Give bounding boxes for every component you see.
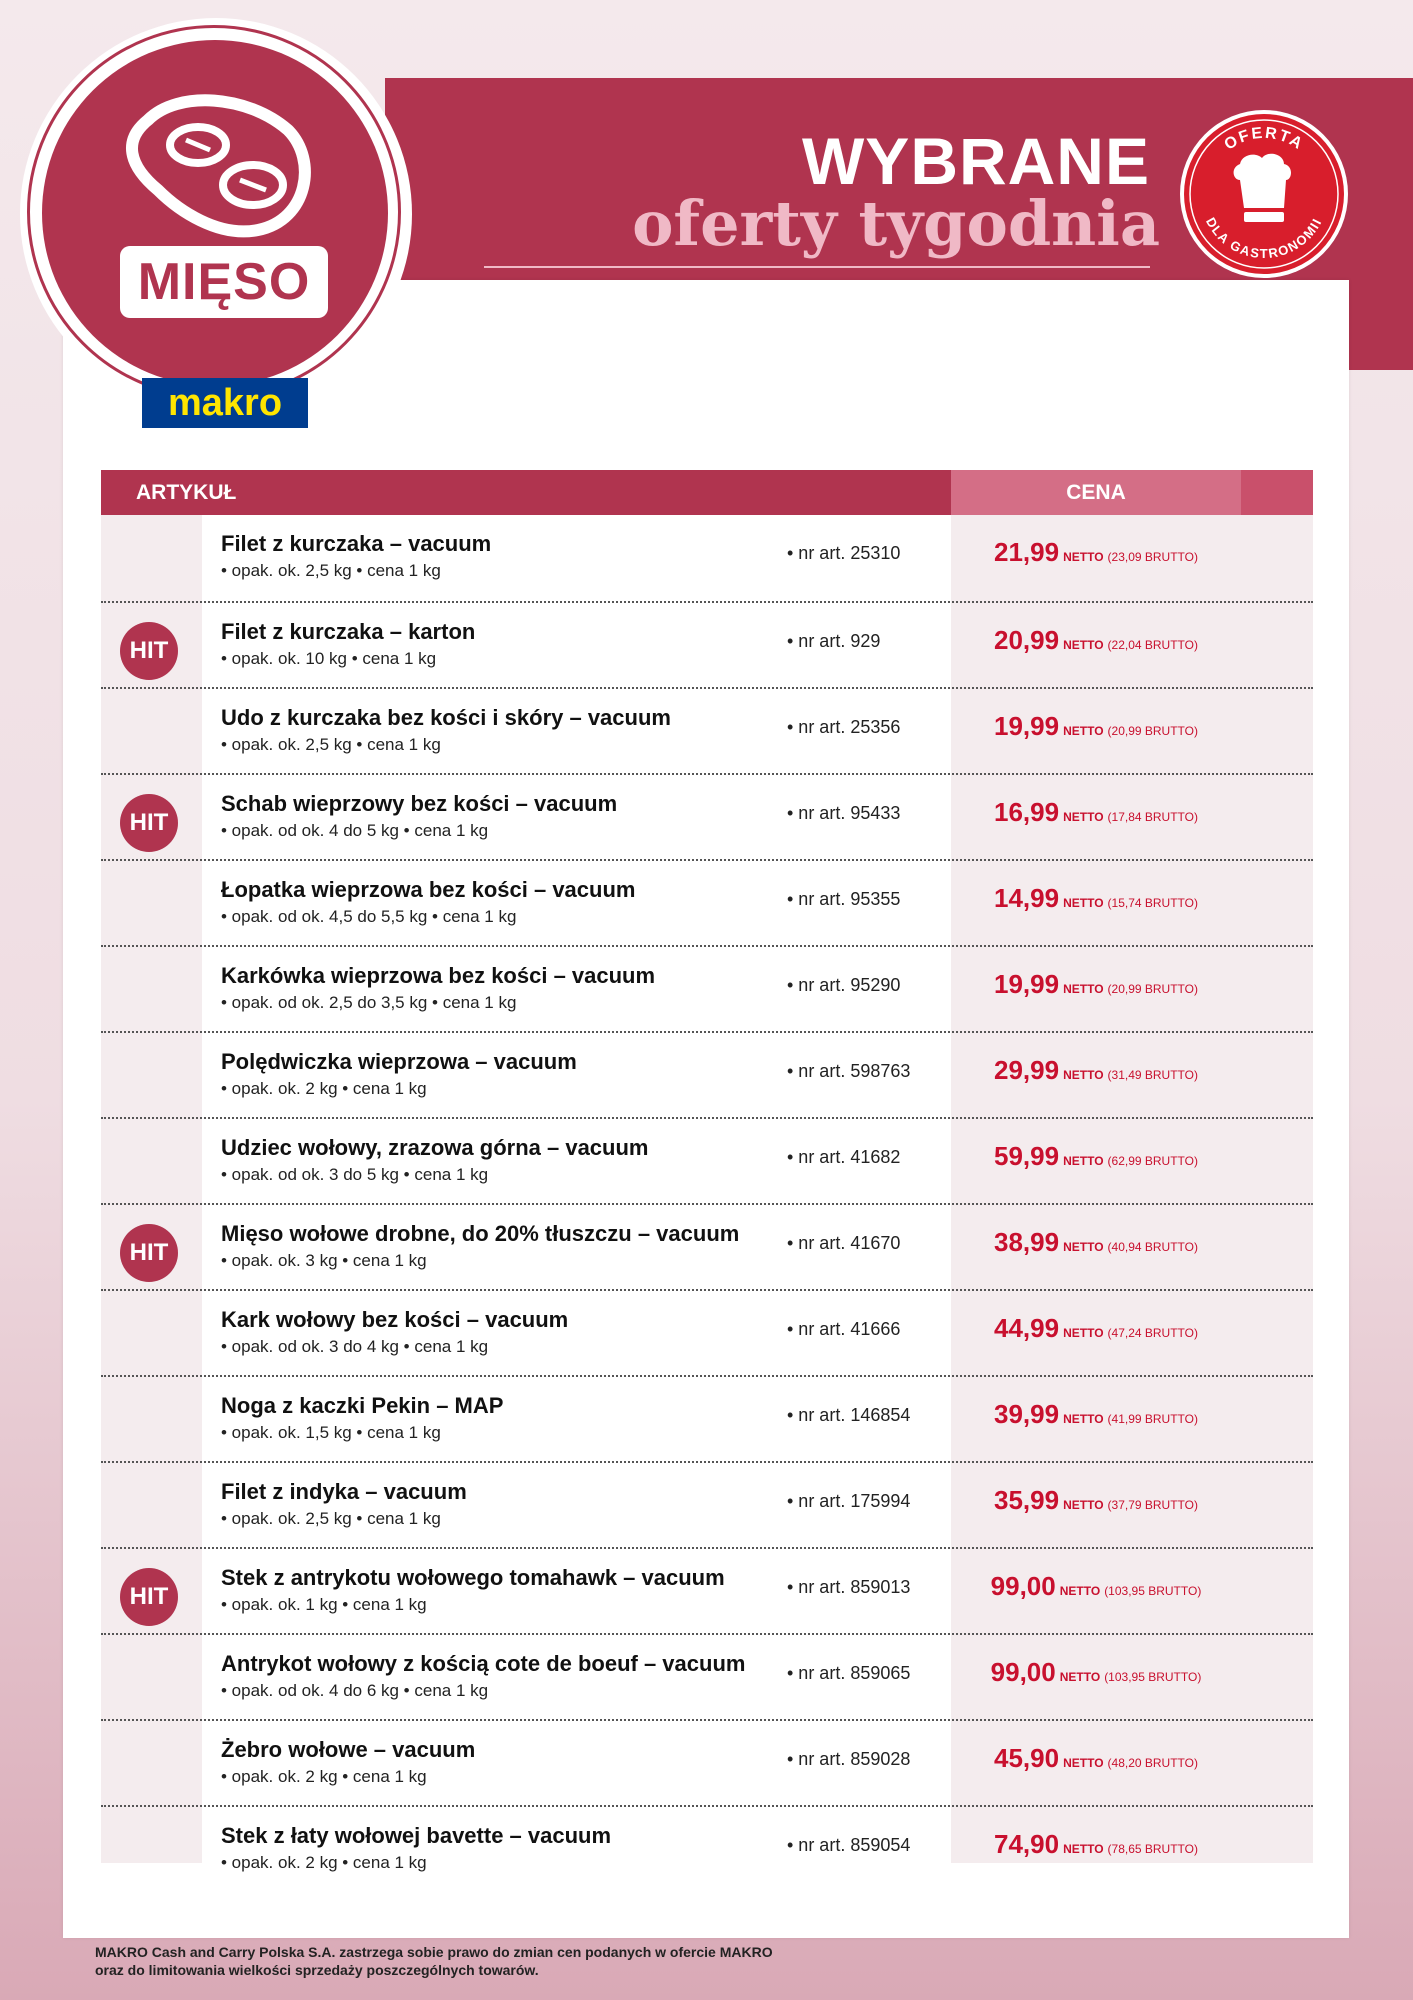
offer-validity: OFERTA WAŻNA W DOSTAWIE DO 11.07.2025 (804, 311, 1346, 339)
netto-label: NETTO (1059, 1584, 1101, 1598)
table-row (101, 1375, 1313, 1461)
product-name: Noga z kaczki Pekin – MAP (221, 1393, 504, 1418)
table-row (101, 515, 1313, 601)
price (951, 797, 1241, 828)
price-brutto: (40,94 BRUTTO) (1107, 1240, 1198, 1254)
product-description: • opak. ok. 2 kg • cena 1 kg (221, 1853, 427, 1872)
netto-label: NETTO (1063, 810, 1104, 824)
price-brutto: (103,95 BRUTTO) (1104, 1670, 1202, 1684)
netto-label: NETTO (1063, 1240, 1104, 1254)
stamp-bottom-text: DLA GASTRONOMII (1203, 214, 1325, 262)
hit-badge: HIT (120, 1568, 178, 1626)
table-row (101, 687, 1313, 773)
price-netto: 74,90 (994, 1829, 1060, 1859)
article-number: • nr art. 859013 (787, 1577, 911, 1597)
table-row (101, 945, 1313, 1031)
column-header-article: ARTYKUŁ (101, 470, 951, 515)
price (951, 1657, 1241, 1688)
product-description: • opak. ok. 10 kg • cena 1 kg (221, 649, 437, 668)
price (951, 537, 1241, 568)
price-brutto: (23,09 BRUTTO) (1107, 550, 1198, 564)
article-number: • nr art. 95355 (787, 889, 901, 909)
netto-label: NETTO (1063, 1498, 1104, 1512)
price (951, 883, 1241, 914)
price-brutto: (17,84 BRUTTO) (1107, 810, 1198, 824)
product-description: • opak. od ok. 4 do 5 kg • cena 1 kg (221, 821, 489, 840)
price (951, 1571, 1241, 1602)
price (951, 1485, 1241, 1516)
price (951, 1055, 1241, 1086)
category-label: MIĘSO (120, 246, 328, 318)
product-name: Stek z łaty wołowej bavette – vacuum (221, 1823, 612, 1848)
table-row (101, 601, 1313, 687)
price (951, 1829, 1241, 1860)
price (951, 1227, 1241, 1258)
hit-badge: HIT (120, 622, 178, 680)
price-netto: 19,99 (994, 711, 1060, 741)
article-number: • nr art. 41670 (787, 1233, 901, 1253)
article-number: • nr art. 859028 (787, 1749, 911, 1769)
price-brutto: (15,74 BRUTTO) (1107, 896, 1198, 910)
netto-label: NETTO (1063, 1068, 1104, 1082)
product-name: Udo z kurczaka bez kości i skóry – vacuum (221, 705, 671, 730)
steak-icon (118, 90, 318, 240)
product-description: • opak. od ok. 4,5 do 5,5 kg • cena 1 kg (221, 907, 517, 926)
product-description: • opak. od ok. 4 do 6 kg • cena 1 kg (221, 1681, 489, 1700)
product-description: • opak. ok. 3 kg • cena 1 kg (221, 1251, 427, 1270)
disclaimer-line2: oraz do limitowania wielkości sprzedaży poszczególnych towarów. (95, 1962, 539, 1978)
product-description: • opak. ok. 2 kg • cena 1 kg (221, 1767, 427, 1786)
table-row (101, 1289, 1313, 1375)
netto-label: NETTO (1059, 1670, 1101, 1684)
article-number: • nr art. 41682 (787, 1147, 901, 1167)
product-name: Kark wołowy bez kości – vacuum (221, 1307, 569, 1332)
price (951, 1399, 1241, 1430)
price (951, 625, 1241, 656)
table-row (101, 1633, 1313, 1719)
product-description: • opak. od ok. 3 do 4 kg • cena 1 kg (221, 1337, 489, 1356)
article-number: • nr art. 95290 (787, 975, 901, 995)
article-number: • nr art. 929 (787, 631, 881, 651)
price-netto: 16,99 (994, 797, 1060, 827)
article-number: • nr art. 859065 (787, 1663, 911, 1683)
price-brutto: (41,99 BRUTTO) (1107, 1412, 1198, 1426)
hit-badge: HIT (120, 1224, 178, 1282)
article-number: • nr art. 175994 (787, 1491, 911, 1511)
article-number: • nr art. 95433 (787, 803, 901, 823)
price (951, 969, 1241, 1000)
table-row (101, 1719, 1313, 1805)
product-name: Udziec wołowy, zrazowa górna – vacuum (221, 1135, 649, 1160)
price-brutto: (37,79 BRUTTO) (1107, 1498, 1198, 1512)
table-header (101, 470, 1313, 515)
price-brutto: (78,65 BRUTTO) (1107, 1842, 1198, 1856)
makro-logo: makro (142, 378, 308, 428)
article-number: • nr art. 41666 (787, 1319, 901, 1339)
title-line2: oferty tygodnia (632, 187, 1160, 260)
price-netto: 35,99 (994, 1485, 1060, 1515)
netto-label: NETTO (1063, 896, 1104, 910)
price-netto: 21,99 (994, 537, 1060, 567)
price-brutto: (31,49 BRUTTO) (1107, 1068, 1198, 1082)
product-description: • opak. ok. 2,5 kg • cena 1 kg (221, 561, 441, 580)
product-description: • opak. ok. 2 kg • cena 1 kg (221, 1079, 427, 1098)
product-name: Stek z antrykotu wołowego tomahawk – vacuum (221, 1565, 725, 1590)
product-description: • opak. ok. 2,5 kg • cena 1 kg (221, 1509, 441, 1528)
price-brutto: (20,99 BRUTTO) (1107, 724, 1198, 738)
stamp-top-text: OFERTA (1221, 124, 1307, 154)
price-brutto: (103,95 BRUTTO) (1104, 1584, 1202, 1598)
product-name: Schab wieprzowy bez kości – vacuum (221, 791, 618, 816)
price-brutto: (62,99 BRUTTO) (1107, 1154, 1198, 1168)
product-name: Filet z indyka – vacuum (221, 1479, 467, 1504)
table-row (101, 1117, 1313, 1203)
netto-label: NETTO (1063, 1412, 1104, 1426)
product-description: • opak. ok. 2,5 kg • cena 1 kg (221, 735, 441, 754)
disclaimer (95, 1943, 995, 1979)
product-name: Filet z kurczaka – vacuum (221, 531, 492, 556)
price-netto: 20,99 (994, 625, 1060, 655)
price (951, 1743, 1241, 1774)
netto-label: NETTO (1063, 1842, 1104, 1856)
product-description: • opak. od ok. 3 do 5 kg • cena 1 kg (221, 1165, 489, 1184)
price-brutto: (22,04 BRUTTO) (1107, 638, 1198, 652)
article-number: • nr art. 859054 (787, 1835, 911, 1855)
table-row (101, 1547, 1313, 1633)
netto-label: NETTO (1063, 724, 1104, 738)
product-name: Polędwiczka wieprzowa – vacuum (221, 1049, 577, 1074)
article-number: • nr art. 25310 (787, 543, 901, 563)
netto-label: NETTO (1063, 1326, 1104, 1340)
table-row (101, 1461, 1313, 1547)
price (951, 1313, 1241, 1344)
price-netto: 44,99 (994, 1313, 1060, 1343)
table-row (101, 1203, 1313, 1289)
article-number: • nr art. 598763 (787, 1061, 911, 1081)
table-row (101, 773, 1313, 859)
price (951, 1141, 1241, 1172)
disclaimer-line1: MAKRO Cash and Carry Polska S.A. zastrzega sobie prawo do zmian cen podanych w ofercie MAKRO (95, 1944, 773, 1960)
product-name: Żebro wołowe – vacuum (221, 1737, 476, 1762)
price-netto: 19,99 (994, 969, 1060, 999)
netto-label: NETTO (1063, 982, 1104, 996)
price-netto: 99,00 (990, 1657, 1056, 1687)
price-netto: 59,99 (994, 1141, 1060, 1171)
price-netto: 99,00 (990, 1571, 1056, 1601)
netto-label: NETTO (1063, 550, 1104, 564)
price-netto: 39,99 (994, 1399, 1060, 1429)
price-netto: 45,90 (994, 1743, 1060, 1773)
column-header-price: CENA (951, 470, 1241, 515)
price-netto: 38,99 (994, 1227, 1060, 1257)
product-description: • opak. od ok. 2,5 do 3,5 kg • cena 1 kg (221, 993, 517, 1012)
price-netto: 29,99 (994, 1055, 1060, 1085)
product-description: • opak. ok. 1 kg • cena 1 kg (221, 1595, 427, 1614)
product-name: Mięso wołowe drobne, do 20% tłuszczu – vacuum (221, 1221, 740, 1246)
netto-label: NETTO (1063, 638, 1104, 652)
product-name: Antrykot wołowy z kością cote de boeuf – vacuum (221, 1651, 746, 1676)
title-underline (484, 266, 1150, 268)
table-row (101, 1805, 1313, 1891)
price-netto: 14,99 (994, 883, 1060, 913)
product-name: Filet z kurczaka – karton (221, 619, 476, 644)
price-brutto: (20,99 BRUTTO) (1107, 982, 1198, 996)
hit-badge: HIT (120, 794, 178, 852)
netto-label: NETTO (1063, 1756, 1104, 1770)
price (951, 711, 1241, 742)
product-name: Łopatka wieprzowa bez kości – vacuum (221, 877, 636, 902)
gastronomy-stamp-icon (1178, 108, 1350, 280)
price-brutto: (47,24 BRUTTO) (1107, 1326, 1198, 1340)
netto-label: NETTO (1063, 1154, 1104, 1168)
price-brutto: (48,20 BRUTTO) (1107, 1756, 1198, 1770)
article-number: • nr art. 25356 (787, 717, 901, 737)
title-line1: WYBRANE (802, 124, 1150, 198)
table-row (101, 859, 1313, 945)
product-name: Karkówka wieprzowa bez kości – vacuum (221, 963, 656, 988)
table-row (101, 1031, 1313, 1117)
article-number: • nr art. 146854 (787, 1405, 911, 1425)
product-description: • opak. ok. 1,5 kg • cena 1 kg (221, 1423, 441, 1442)
